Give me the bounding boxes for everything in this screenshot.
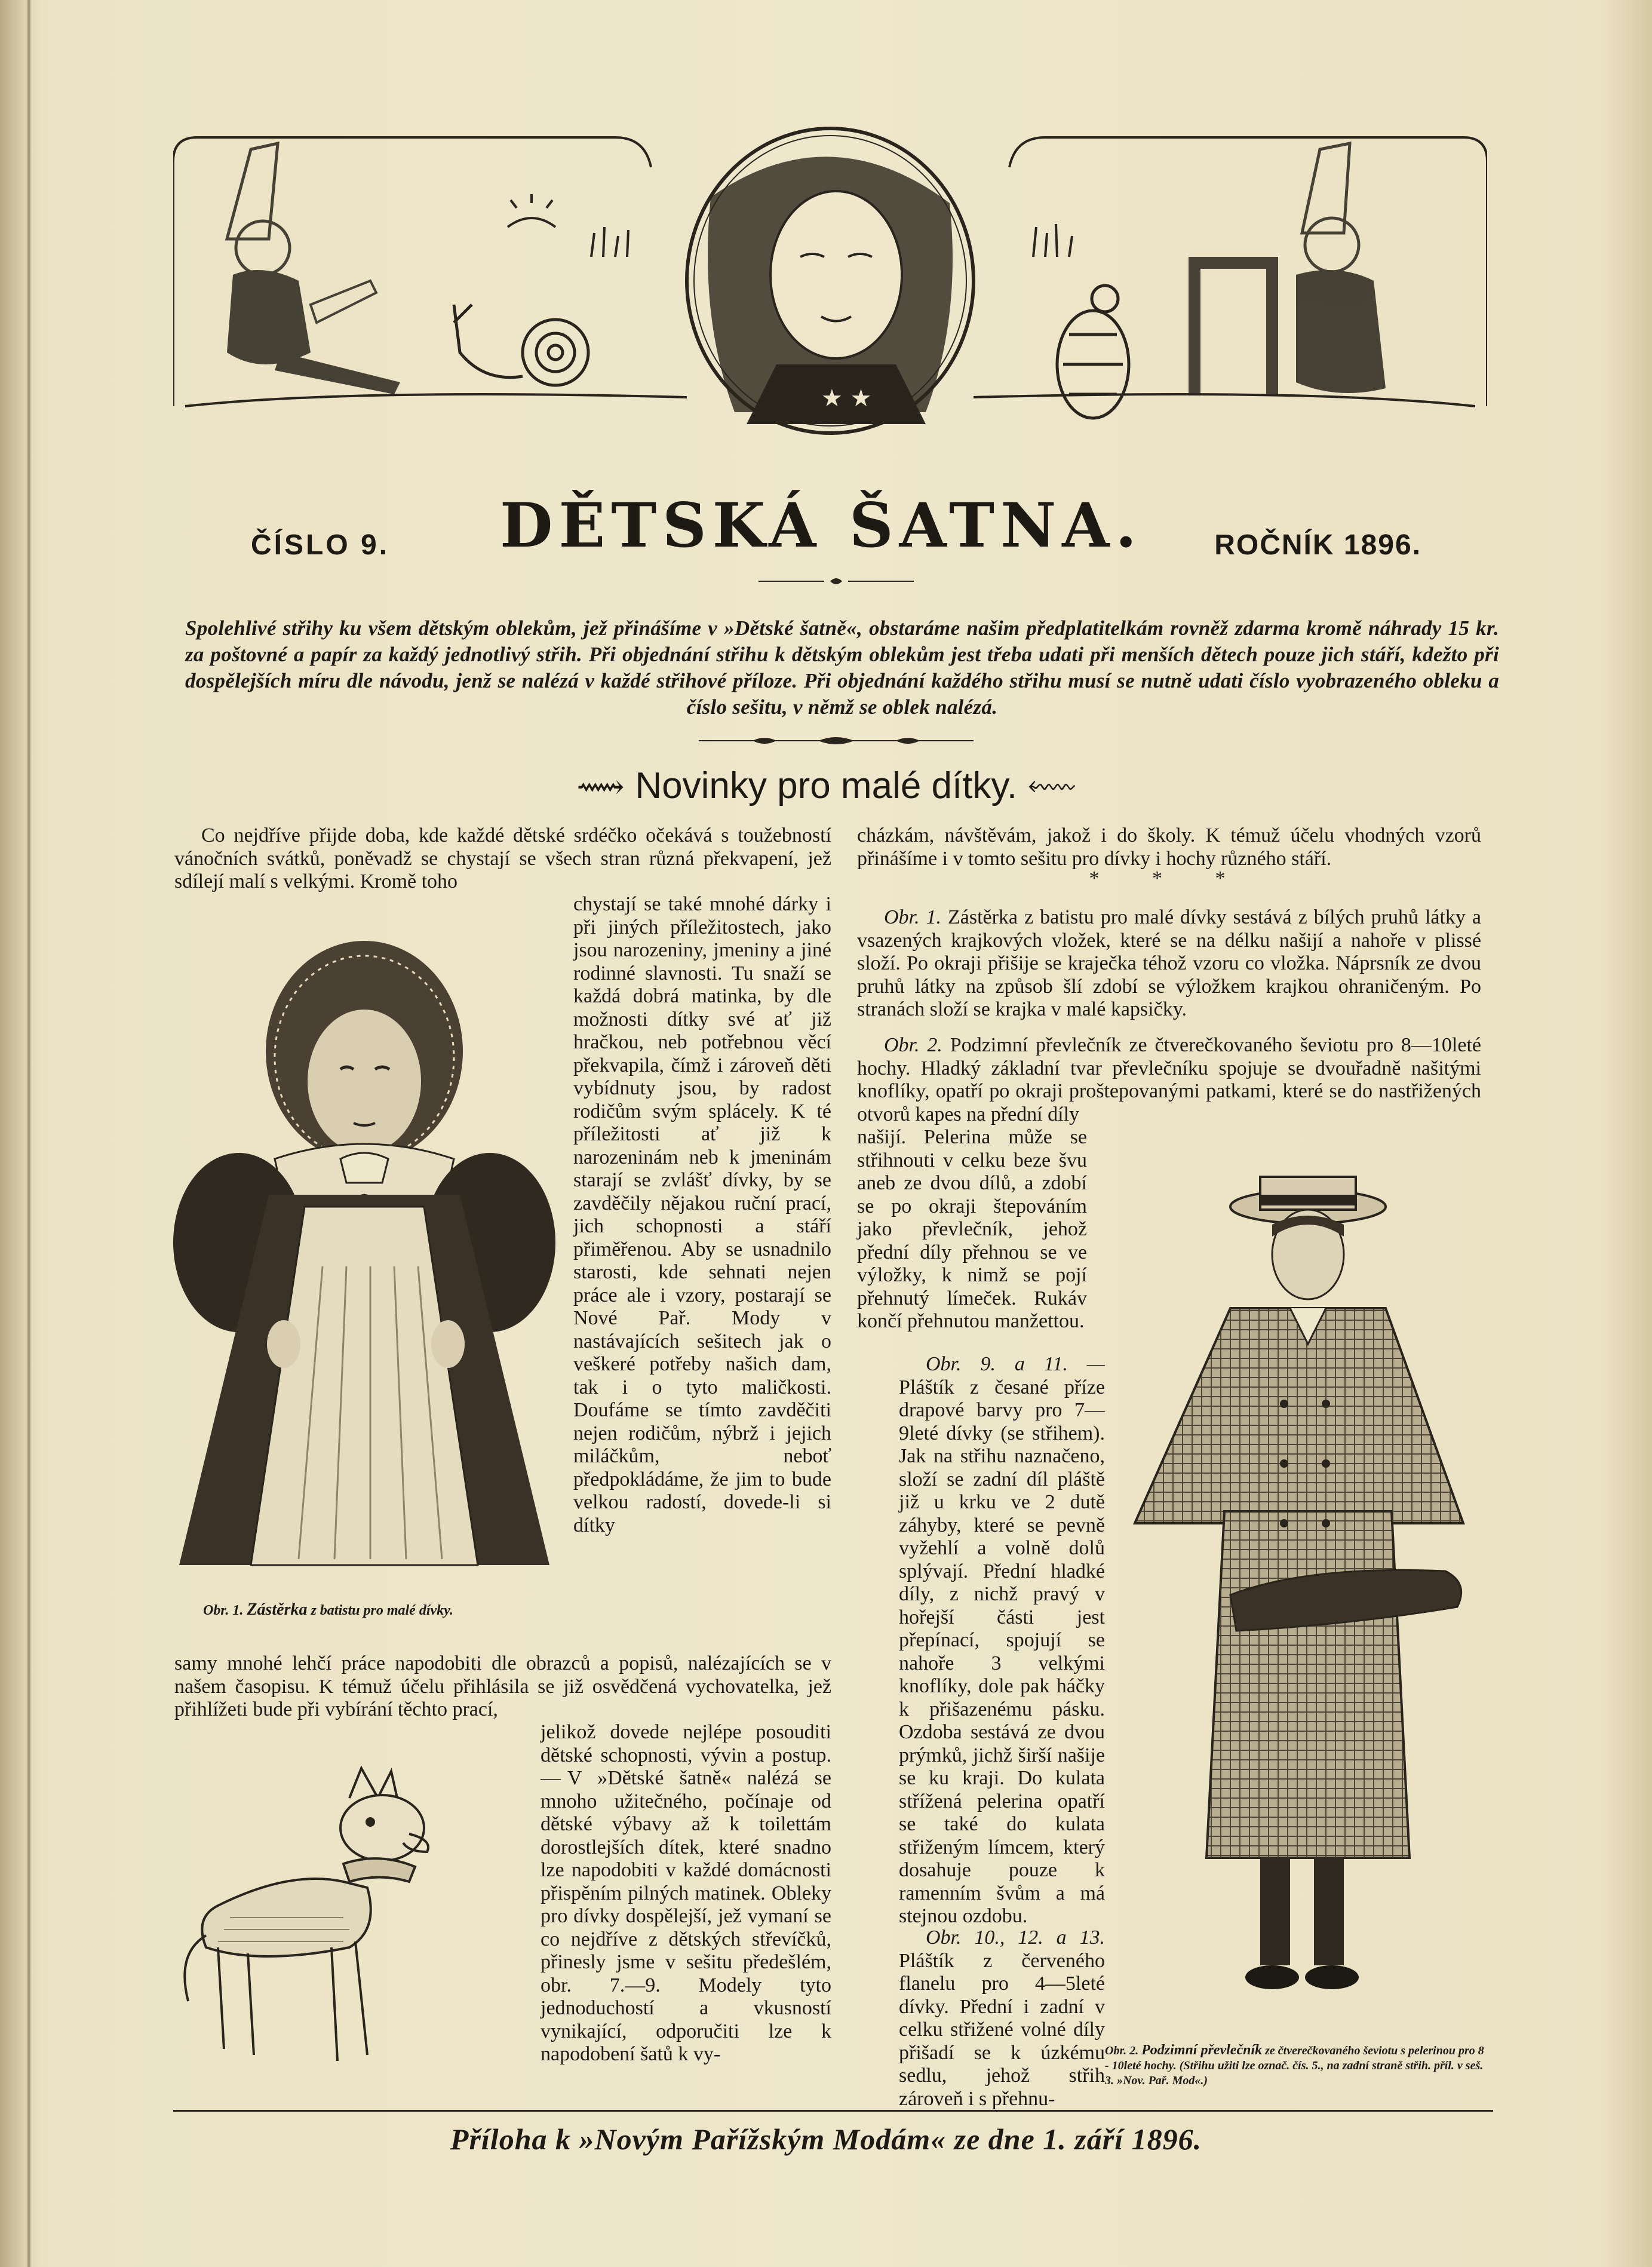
right-column-intro: cházkám, návštěvám, jakož i do školy. K témuž účelu vhodných vzorů přinášíme i v tomto sešitu pro dívky i hochy různého stáří. xyxy=(857,824,1481,870)
figure-1-caption-ref: Obr. 1. xyxy=(203,1603,244,1618)
svg-text:★ ★: ★ ★ xyxy=(821,385,872,412)
obr9-description xyxy=(899,1353,1105,1928)
obr9-text: Pláštík z česané příze drapové barvy pro 7—9leté dívky (se střihem). Jak na střihu naznačeno, složí se zadní díl pláště již u krku ve 2 dutě záhyby, které se pevně vyžehlí a volně dolů splývají. Přední hladké díly, z nichž pravý v hořejší části jest přepínací, spojují se nahoře 3 velkými knoflíky, dole pak háčky k přišazenému pásku. Ozdoba sestává ze dvou prýmků, jichž širší našije se ku kraji. Do kulata střížená pelerina opatří se také do kulata střiženým límcem, který dosahuje pouze k ramenním švům a má stejnou ozdobu. xyxy=(899,1376,1105,1927)
swash-right-icon: ⬳ xyxy=(1017,768,1076,806)
footer-rule xyxy=(173,2110,1493,2112)
masthead-illustration xyxy=(173,125,1487,436)
intro-ornament-rule xyxy=(699,734,974,748)
figure-2-caption-text: ze čtverečkovaného ševiotu s pelerinou pro 8 - 10leté hochy. (Střihu užiti lze označ. čís. 5., na zadní straně střih. příl. v seš. 3. »Nov. Pař. Mod«.) xyxy=(1105,2044,1484,2087)
obr2-text: Podzimní převlečník ze čtverečkovaného ševiotu pro 8—10leté hochy. Hladký základní tvar převlečníku spojuje se dvouřadně našitými knoflíky, opatří po okraji proštepovanými patkami, které se do nastřižených otvorů kapes na přední díly xyxy=(857,1034,1482,1125)
obr2-ref: Obr. 2. xyxy=(884,1034,942,1056)
figure-1-caption xyxy=(203,1601,573,1619)
left-column-continuation: jelikož dovede nejlépe posouditi dětské schopnosti, vývin a postup. — xyxy=(541,1721,831,1789)
obr1-ref: Obr. 1. xyxy=(884,906,941,928)
figure-2-caption-ref: Obr. 2. xyxy=(1105,2044,1139,2057)
page-title: DĚTSKÁ ŠATNA. xyxy=(500,490,1143,562)
left-column-intro: Co nejdříve přijde doba, kde každé dětské srdéčko očekává s toužebností vánočních svátků, poněvadž se chystají se všech stran různá překvapení, jež sdílejí malí s velkými. Kromě toho xyxy=(174,824,831,892)
section-title xyxy=(0,765,1652,807)
figure-2-caption-title: Podzimní převlečník xyxy=(1141,2042,1263,2058)
obr2-description xyxy=(857,1034,1481,1126)
obr10-text: Pláštík z červeného flanelu pro 4—5leté dívky. Přední i zadní v celku střižené volné díly přišadí se k úzkému sedlu, jehož střih zároveň i s přehnu- xyxy=(899,1949,1105,2110)
dog-coat-illustration xyxy=(152,1762,463,2097)
obr9-ref: Obr. 9. a 11. — xyxy=(926,1353,1105,1375)
figure-1-caption-title: Zástěrka xyxy=(247,1600,308,1619)
left-column-wide-text: samy mnohé lehčí práce napodobiti dle obrazců a popisů, nalézajících se v našem časopisu. K témuž účelu přihlásila se již osvědčená vychovatelka, jež přihlížeti bude při vybírání těchto prací, xyxy=(174,1652,831,1720)
obr2-description-narrow: našijí. Pelerina může se střihnouti v celku beze švu aneb ze dvou dílů, a zdobí se po okraji štepováním jako převlečník, jehož přední díly přehnou se ve výložky, k nimž se pojí přehnutý límeček. Rukáv končí přehnutou manžettou. xyxy=(857,1126,1087,1332)
figure-2-caption xyxy=(1105,2043,1487,2088)
asterism: * * * xyxy=(1089,867,1249,889)
figure-1-caption-text: z batistu pro malé dívky. xyxy=(311,1603,453,1618)
obr10-ref: Obr. 10., 12. a 13. xyxy=(926,1927,1105,1949)
binding-line xyxy=(27,0,30,2267)
left-column-narrow-text: chystají se také mnohé dárky i při jiných příležitostech, jako jsou narozeniny, jmeniny a jiné rodinné slavnosti. Tu snaží se každá dobrá matinka, by dle možnosti dítky své ať již hračkou, neb potřebnou věcí překvapila, čímž i zároveň děti vybídnuty jsou, by radost rodičům svým splácely. K té příležitosti ať již k narozeninám neb k jmeninám starají se zvlášť dívky, by se zavděčily nějakou ruční prací, jich schopnosti a stáří přiměřenou. Aby se usnadnilo starosti, kde sehnati nejen práce ale i vzory, postarají se Nové Pař. Mody v nastávajících sešitech jak o veškeré potřeby našich dam, tak i o tyto maličkosti. Doufáme se tímto zavděčiti nejen rodičům, nýbrž i jejich miláčkům, neboť předpokládáme, že jim to bude velkou radostí, dovede-li si dítky xyxy=(573,893,831,1536)
footer-supplement-note: Příloha k »Novým Pařížským Modám« ze dne 1. září 1896. xyxy=(450,2122,1202,2156)
issue-number: ČÍSLO 9. xyxy=(251,529,390,561)
left-column-paragraph-2: V »Dětské šatně« nalézá se mnoho užitečného, počínaje od dětské výbavy až k toilettám dorostlejších dítek, které snadno lze napodobiti v každé domácnosti přispěním pilných matinek. Obleky pro dívky dospělejší, jež vymaní se co nejdříve z dětských střevíčků, přinesly jsme v sešitu předešlém, obr. 7.—9. Modely tyto jednoduchostí a vkusností vynikající, odporučiti lze k napodobení šatů k vy- xyxy=(541,1767,831,2065)
swash-left-icon: ⟿ xyxy=(576,768,635,806)
volume-year: ROČNÍK 1896. xyxy=(1214,529,1421,561)
obr1-text: Zástěrka z batistu pro malé dívky sestává z bílých pruhů látky a vsazených krajkových vložek, které se na délku našijí a nahoře v plissé složí. Po okraji přišije se kraječka téhož vzoru co vložka. Náprsník ze dvou pruhů látky na způsob šlí zdobí se výložkem krajkou ohraničeným. Po stranách složí se krajka v malé kapsičky. xyxy=(857,906,1481,1020)
figure-2-illustration xyxy=(1111,1153,1481,2037)
obr10-description xyxy=(899,1927,1105,2110)
obr1-description xyxy=(857,906,1481,1021)
section-title-text: Novinky pro malé dítky. xyxy=(635,765,1018,806)
title-ornament-rule xyxy=(759,575,914,587)
intro-notice: Spolehlivé střihy ku všem dětským oblekům, jež přinášíme v »Dětské šatně«, obstaráme našim předplatitelkám rovněž zdarma kromě náhrady 15 kr. za poštovné a papír za každý jednotlivý střih. Při objednání střihu k dětským oblekům jest třeba udati při menších dětech pouze jich stáří, kdežto při dospělejších míru dle návodu, jenž se nalézá v každé střihové příloze. Při objednání každého střihu musí se nutně udati číslo vyobrazeného obleku a číslo sešitu, v němž se oblek nalézá. xyxy=(185,616,1499,719)
title-row xyxy=(185,478,1457,567)
figure-1-illustration xyxy=(167,932,561,1577)
binding-edge xyxy=(0,0,29,2267)
